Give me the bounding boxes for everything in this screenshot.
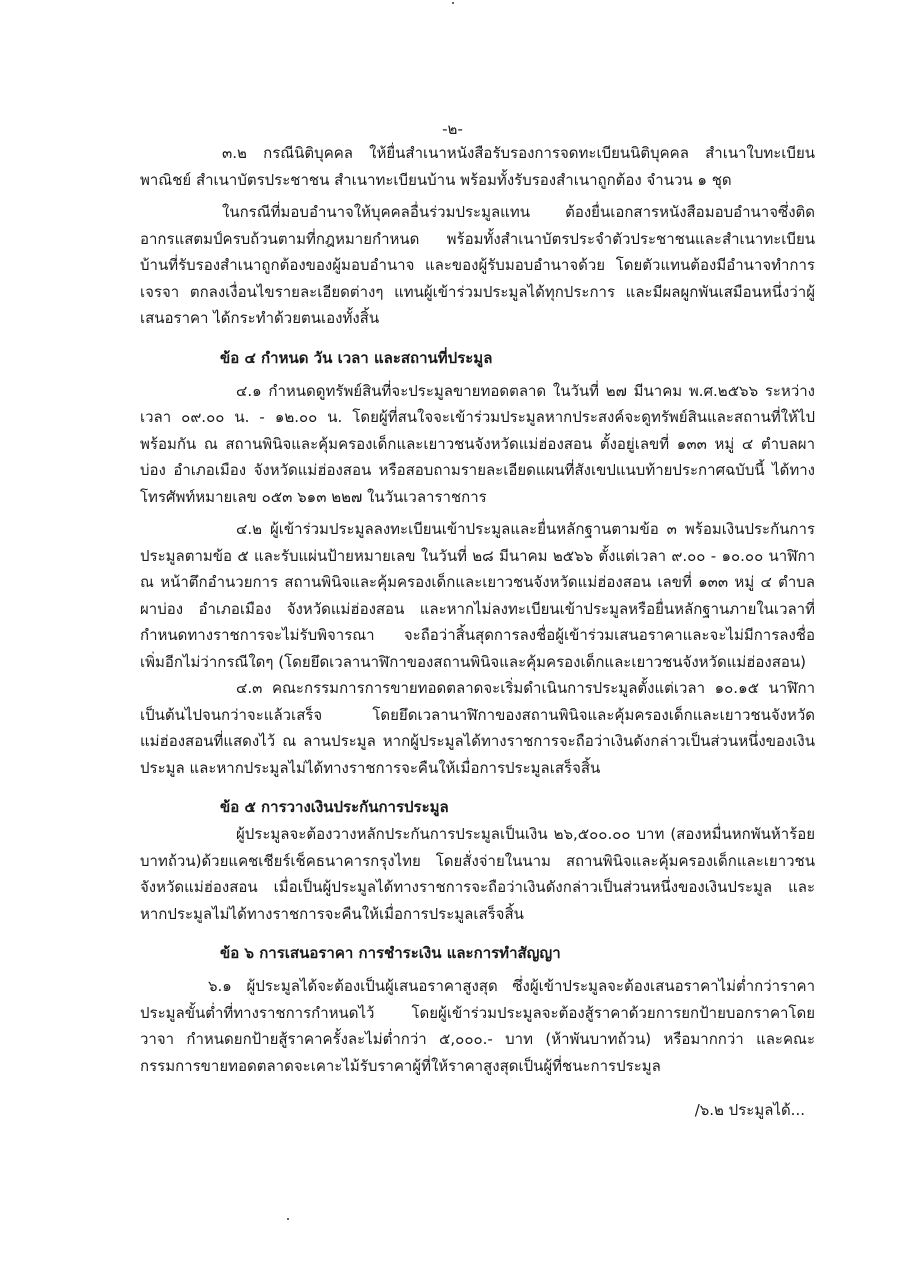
paragraph-4-3: ๔.๓ คณะกรรมการการขายทอดตลาดจะเริ่มดำเนินการประมูลตั้งแต่เวลา ๑๐.๑๕ นาฬิกา เป็นต้นไปจนกว่าจะแล้วเสร็จ โดยยึดเวลานาฬิกาของสถานพินิจและคุ้มครองเด็กและเยาวชนจังหวัดแม่ฮ่องสอนที่แสดงไว้ ณ ลานประมูล หากผู้ประมูลได้ทางราชการจะถือว่าเงินดังกล่าวเป็นส่วนหนึ่งของเงินประมูล และหากประมูลไม่ได้ทางราชการจะคืนให้เมื่อการประมูลเสร็จสิ้น xyxy=(140,679,815,777)
section-5-heading: ข้อ ๕ การวางเงินประกันการประมูล xyxy=(220,798,449,816)
section-6-heading: ข้อ ๖ การเสนอราคา การชำระเงิน และการทำสัญญา xyxy=(220,944,561,962)
paragraph-6-1: ๖.๑ ผู้ประมูลได้จะต้องเป็นผู้เสนอราคาสูงสุด ซึ่งผู้เข้าประมูลจะต้องเสนอราคาไม่ต่ำกว่าราคาประมูลขั้นต่ำที่ทางราชการกำหนดไว้ โดยผู้เข้าร่วมประมูลจะต้องสู้ราคาด้วยการยกป้ายบอกราคาโดยวาจา กำหนดยกป้ายสู้ราคาครั้งละไม่ต่ำกว่า ๕,๐๐๐.- บาท (ห้าพันบาทถ้วน) หรือมากกว่า และคณะกรรมการขายทอดตลาดจะเคาะไม้รับราคาผู้ที่ให้ราคาสูงสุดเป็นผู้ที่ชนะการประมูล xyxy=(140,977,815,1075)
paragraph-power-of-attorney: ในกรณีที่มอบอำนาจให้บุคคลอื่นร่วมประมูลแทน ต้องยื่นเอกสารหนังสือมอบอำนาจซึ่งติดอากรแสตมป์ครบถ้วนตามที่กฎหมายกำหนด พร้อมทั้งสำเนาบัตรประจำตัวประชาชนและสำเนาทะเบียนบ้านที่รับรองสำเนาถูกต้องของผู้มอบอำนาจ และของผู้รับมอบอำนาจด้วย โดยตัวแทนต้องมีอำนาจทำการเจรจา ตกลงเงื่อนไขรายละเอียดต่างๆ แทนผู้เข้าร่วมประมูลได้ทุกประการ และมีผลผูกพันเสมือนหนึ่งว่าผู้เสนอราคา ได้กระทำด้วยตนเองทั้งสิ้น xyxy=(140,203,815,327)
paragraph-4-2: ๔.๒ ผู้เข้าร่วมประมูลลงทะเบียนเข้าประมูลและยื่นหลักฐานตามข้อ ๓ พร้อมเงินประกันการประมูลตามข้อ ๕ และรับแผ่นป้ายหมายเลข ในวันที่ ๒๘ มีนาคม ๒๕๖๖ ตั้งแต่เวลา ๙.๐๐ - ๑๐.๐๐ นาฬิกา ณ หน้าตึกอำนวยการ สถานพินิจและคุ้มครองเด็กและเยาวชนจังหวัดแม่ฮ่องสอน เลขที่ ๑๓๓ หมู่ ๔ ตำบลผาบ่อง อำเภอเมือง จังหวัดแม่ฮ่องสอน และหากไม่ลงทะเบียนเข้าประมูลหรือยื่นหลักฐานภายในเวลาที่กำหนดทางราชการจะไม่รับพิจารณา จะถือว่าสิ้นสุดการลงชื่อผู้เข้าร่วมเสนอราคาและจะไม่มีการลงชื่อเพิ่มอีกไม่ว่ากรณีใดๆ (โดยยึดเวลานาฬิกาของสถานพินิจและคุ้มครองเด็กและเยาวชนจังหวัดแม่ฮ่องสอน) xyxy=(140,520,815,671)
scan-speck xyxy=(287,1218,289,1220)
section-4-heading: ข้อ ๔ กำหนด วัน เวลา และสถานที่ประมูล xyxy=(220,348,493,367)
paragraph-5: ผู้ประมูลจะต้องวางหลักประกันการประมูลเป็นเงิน ๒๖,๕๐๐.๐๐ บาท (สองหมื่นหกพันห้าร้อยบาทถ้วน)ด้วยแคชเชียร์เช็คธนาคารกรุงไทย โดยสั่งจ่ายในนาม สถานพินิจและคุ้มครองเด็กและเยาวชนจังหวัดแม่ฮ่องสอน เมื่อเป็นผู้ประมูลได้ทางราชการจะถือว่าเงินดังกล่าวเป็นส่วนหนึ่งของเงินประมูล และหากประมูลไม่ได้ทางราชการจะคืนให้เมื่อการประมูลเสร็จสิ้น xyxy=(140,825,815,923)
scan-speck xyxy=(452,2,454,4)
paragraph-3-2: ๓.๒ กรณีนิติบุคคล ให้ยื่นสำเนาหนังสือรับรองการจดทะเบียนนิติบุคคล สำเนาใบทะเบียนพาณิชย์ สำเนาบัตรประชาชน สำเนาทะเบียนบ้าน พร้อมทั้งรับรองสำเนาถูกต้อง จำนวน ๑ ชุด xyxy=(140,144,815,189)
paragraph-4-1: ๔.๑ กำหนดดูทรัพย์สินที่จะประมูลขายทอดตลาด ในวันที่ ๒๗ มีนาคม พ.ศ.๒๕๖๖ ระหว่างเวลา ๐๙.๐๐ น. - ๑๒.๐๐ น. โดยผู้ที่สนใจจะเข้าร่วมประมูลหากประสงค์จะดูทรัพย์สินและสถานที่ให้ไปพร้อมกัน ณ สถานพินิจและคุ้มครองเด็กและเยาวชนจังหวัดแม่ฮ่องสอน ตั้งอยู่เลขที่ ๑๓๓ หมู่ ๔ ตำบลผาบ่อง อำเภอเมือง จังหวัดแม่ฮ่องสอน หรือสอบถามรายละเอียดแผนที่สังเขปแนบท้ายประกาศฉบับนี้ ได้ทางโทรศัพท์หมายเลข ๐๕๓ ๖๑๓ ๒๒๗ ในวันเวลาราชการ xyxy=(140,381,815,506)
page-number: -๒- xyxy=(442,120,463,138)
document-body xyxy=(140,140,815,1079)
continuation-marker: /๖.๒ ประมูลได้... xyxy=(694,1101,805,1119)
